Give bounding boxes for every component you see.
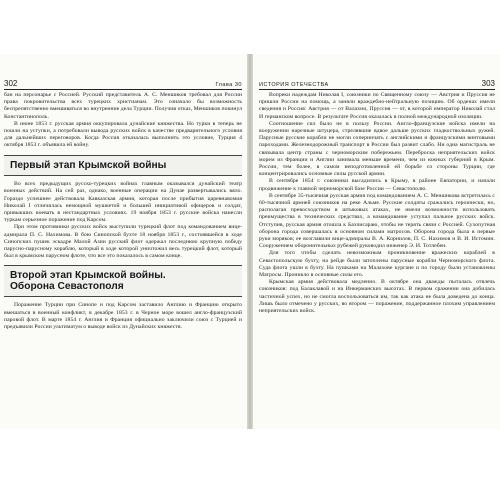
left-page-header [4,54,242,90]
paragraph: В июне 1853 г. русская армия оккупировала дунайские княжества. Но турки в теперь не пошли на уступки, а потребовали вывода русских войск в качестве предварительного условия для дальнейших переговоров. Когда Россия отказалась выполнить это условие, Турция 4 октября 1853 г. объявила ей войну. [4,120,242,149]
paragraph: Во всех предыдущих русско-турецких войнах главным оказывался дунайский театр военных действий. На сей раз, однако, военные операции на Дунае развертывались вяло. Гораздо успешнее действовала Кавказская армия, которая после прибытия царевнавомия Николай I отличилась немощной мушкетой и большей инициативой офицеров и солдат, привыкших воевать в нестандартных условиях. 19 ноября 1853 г. русские войска нанесли туркам серьезное поражение под Карсом. [4,181,242,224]
running-head: ИСТОРИЯ ОТЕЧЕСТВА [259,82,329,88]
right-page-header [259,54,495,90]
paragraph: Крымская армия действовала медленно. В октябре она дважды пыталась отвлечь союзников: под Балаклавой и на Инкерманских высотах. В первом сражении она добилась частичной успех, но не смогла воспользоваться им, так как атака не была доведена до конца. Лишь было отмечено у русских, во втором — поражение, поддержанное плохим управлением неприятельских войск. [259,279,495,315]
section-title: Оборона Севастополя [10,281,124,293]
section-title: Второй этап Крымской войны. [10,270,166,282]
paragraph: Соотношение сил было не в пользу России. Англо-французские войска имели на вооружении нарезные штуцера, стрелявшие вдвое дальше русских гладкоствольных ружей. Парусные русские корабли не могли соперничать с английскими и французскими винтовыми пароходами. Железнодорожный транспорт в России был развит слабо. Ни одна магистраль не связывала центр страны с черноморским побережьем. Переброска неприятельских войск морем из Франции и Англии занимала меньше времени, чем из южных губерний в Крым. России, тем более, в самом неподготовленной ей борьбе со стороны Турции, где концентрировались основные силы русской армии. [259,120,495,178]
paragraph: Для того чтобы сделать невозможным проникновение вражеских кораблей в Севастопольскую бухту, на рейде были затоплены парусные корабли Черноморского флота. Суда флота ушли в бухту. На пушками на Малахове кургане и по городу были установлены Матросы. Проникло в основные силы его. [259,250,495,279]
page-number: 303 [481,79,495,88]
section-title: Первый этап Крымской войны [10,159,167,171]
left-page [0,54,247,429]
section-heading [4,265,242,297]
paragraph: Поражение Турции при Синопе и под Карсом заставило Англию и Францию открыто вмешаться в военный конфликт, в декабре 1853 г. в Черное море вошел англо-французский паровой флот. В марте 1854 г. Англия и Франция официально заключили союз с Турцией и предъявили России ультиматум о выводе войск из Дунайских княжеств. [4,302,242,330]
paragraph: Вопреки надеждам Николая I, союзники по Священному союзу — Австрия и Пруссия не пришли России на помощь, а заняли враждебно-нейтральную позицию. Об орденах имели сведения и Россия: Австрия — от Валахии, Пруссия — от, в которой император Николай стал И германском вопросе. В результате Россия оказалась в полной международной изоляции. [259,92,495,120]
paragraph: бан на персонарье с Россией. Русский представитель А. С. Меншиков требовал для России права покровительства всех турецких христианам. Это означало бы возможность беспрепятственно вмешиваться во внутренние дела Турции. Получив отказ, Меншиков покинул Константинополь. [4,92,242,120]
page-number: 302 [4,79,18,88]
running-head: Глава 30 [215,82,242,88]
paragraph: В сентябре 1854 г. союзники высадились в Крыму, в районе Евпатории, и начали продвижение к главной черноморской базе России — Севастополю. [259,178,495,192]
paragraph: При этом противники русских войск выступили турецкий флот под командованием вице-адмирала П. С. Нахимова. В бою Синопской бухте 18 ноября 1853 г., состоявшейся в ходе Синопских пушек эскадре Малой Азии русский флот одержал последнюю крупную победу парусно-парусному кораблю, который в ходе которой уничтожил весь турецкий флот, который был в крымском парусном флоте, что все это показалось в самом конце. [4,224,242,260]
right-page [253,54,500,429]
section-heading [4,155,242,177]
paragraph: В сентябре 35-тысячная русская армия под командованием А. С. Меншикова встретилась с 60-тысячной армией союзников на реке Альме. Русские солдаты сражались героически, но, располагая превосходством в штыковых атаках, не имели возможности использовать преимущества в технических средствах, а командование уступал пальное русских войск. Отступив, русская армия отошла к Бахчисараю, чтобы не терять связи с Россией. Сухопутная оборона города совершалась в основном силами матросов. Оборона города была в первые руки моряков; ее возглавили вице-адмиралы В. А. Корнилов, П. С. Нахимов и В. И. Истомин. Сооружением оборонительных рубежей руководил инженер Э. И. Тотлебен. [259,192,495,250]
